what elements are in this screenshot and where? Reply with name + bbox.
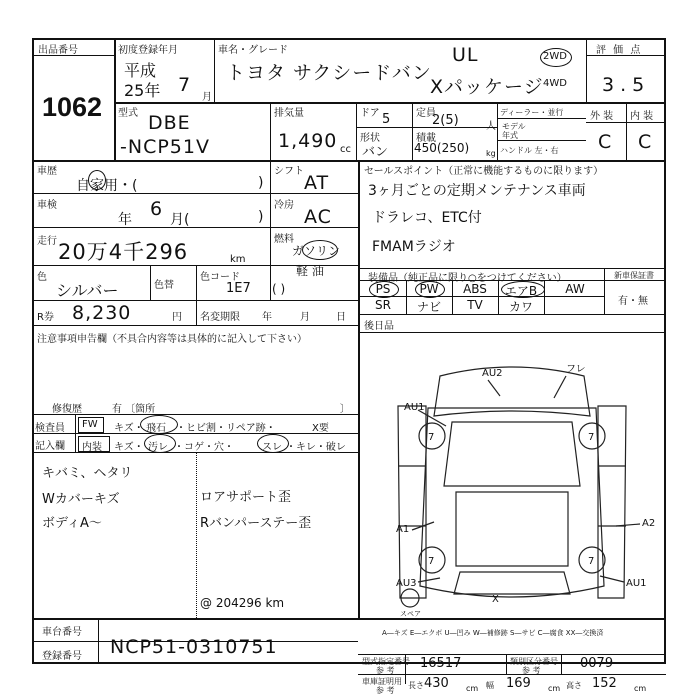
model-year-label-1: モデル: [502, 122, 526, 131]
type-no-label-2: 参 考: [376, 666, 395, 675]
equip-sr: SR: [375, 298, 391, 312]
height-label: 高さ: [566, 681, 582, 690]
first-reg-month: 7: [178, 74, 192, 96]
dealer-label: ディーラー・並行: [500, 108, 564, 117]
rule: [358, 674, 666, 675]
rule: [98, 618, 99, 664]
rule: [358, 332, 666, 333]
rule: [604, 268, 605, 314]
inspector-label-2: 記入欄: [35, 441, 65, 452]
load-label: 積載: [416, 133, 436, 144]
rule: [32, 618, 666, 620]
equip-ps-circle: [369, 281, 399, 298]
interior-label: 内 装: [630, 111, 654, 122]
repair-label: 修復歴: [52, 404, 82, 415]
notes-label: 注意事項申告欄（不具合内容等は具体的に記入して下さい）: [37, 334, 307, 345]
inspection-month: 6: [150, 198, 164, 220]
recycle: 8,230: [72, 302, 132, 324]
grade-line2: Xパッケージ: [430, 76, 544, 98]
model-prefix: DBE: [148, 112, 191, 134]
insp-note-3: ボディA～: [42, 516, 102, 531]
right-side-outline: [598, 406, 626, 598]
mark-wheel-rr: 7: [588, 556, 595, 567]
class-no: 0079: [580, 656, 614, 671]
fuel-gas: ガソリン: [292, 244, 341, 258]
rule: [32, 325, 358, 326]
insp-note-2: Wカバーキズ: [42, 492, 120, 507]
rule: [196, 265, 197, 300]
insp-fw: FW: [82, 419, 98, 430]
score-label: 評 価 点: [596, 45, 643, 56]
width-unit: cm: [548, 684, 561, 693]
fuel-label: 燃料: [274, 234, 294, 245]
equip-navi: ナビ: [416, 300, 441, 314]
first-reg-era: 平成: [124, 61, 157, 80]
length-label: 長さ: [408, 681, 424, 690]
doors: 5: [382, 112, 391, 127]
selling-point-1: 3ヶ月ごとの定期メンテナンス車両: [368, 183, 586, 199]
rule: [196, 300, 197, 325]
rule: [626, 102, 627, 160]
mark-frame: フレ: [566, 364, 586, 375]
drive-4wd: 4WD: [543, 78, 567, 89]
name-change-day: 日: [336, 312, 346, 323]
reg-label: 登録番号: [42, 651, 82, 662]
rule: [356, 102, 357, 160]
insp-row1-rest: ・ヒビ割・リペア跡・: [176, 423, 276, 434]
equip-abs: ABS: [463, 282, 487, 296]
score: 3.5: [602, 74, 651, 96]
mark-au1-rear: AU1: [626, 578, 647, 589]
insp-scratch-2: キズ・: [114, 442, 144, 453]
rule: [214, 38, 215, 102]
selling-point-3: FMAMラジオ: [372, 239, 456, 255]
mark-wheel-fl: 7: [428, 432, 435, 443]
selling-point-2: ドラレコ、ETC付: [372, 210, 482, 226]
rule: [270, 160, 271, 300]
insp-row2-rest: ・キレ・破レ: [286, 442, 346, 453]
mark-a2: A2: [642, 518, 656, 529]
color-label: 色: [37, 272, 47, 283]
insp-chip-circle: [140, 415, 178, 434]
capacity-label: 定員: [416, 108, 436, 119]
ac: AC: [304, 206, 332, 228]
rule: [497, 102, 498, 160]
body-label: 形状: [360, 133, 380, 144]
rule: [497, 118, 586, 119]
inspection-close: ): [258, 209, 264, 225]
damage-diagram: [360, 336, 664, 618]
name-change-month: 月: [300, 312, 310, 323]
color-code-label: 色コード: [200, 272, 240, 283]
insp-row2-mid: ・コゲ・穴・: [174, 442, 234, 453]
insp-stain: 汚レ: [148, 442, 168, 453]
mark-au3: AU3: [396, 578, 417, 589]
load: 450(250): [414, 141, 470, 155]
equip-pw: PW: [419, 282, 439, 296]
model-code: -NCP51V: [120, 136, 210, 158]
fuel-circle: [302, 240, 338, 260]
type-no: 16517: [420, 656, 462, 671]
mark-x: X: [492, 594, 499, 605]
cert-label-2: 参 考: [376, 686, 395, 695]
history-label: 車歴: [37, 166, 57, 177]
month-unit: 月: [202, 92, 212, 103]
history-circle: [88, 170, 106, 190]
equip-airbag-circle: [501, 281, 545, 298]
capacity-unit: 人: [486, 121, 496, 132]
rule: [356, 127, 497, 128]
equip-aw: AW: [565, 282, 585, 296]
lot-number: 1062: [42, 92, 103, 122]
width-label: 幅: [486, 681, 494, 690]
name-change-year: 年: [262, 312, 272, 323]
rule: [150, 265, 151, 300]
insp-note-right-1: ロアサポート歪: [200, 490, 292, 505]
fuel-diesel: 軽 油: [296, 264, 324, 278]
insp-scratch: キズ・: [114, 423, 144, 434]
fuel-paren: ( ): [272, 282, 286, 296]
repair-value: 有 〔箇所: [112, 404, 156, 415]
insp-rub-circle: [257, 434, 289, 453]
mileage: 20万4千296: [58, 240, 189, 264]
height: 152: [592, 676, 617, 691]
equip-leather: カワ: [508, 300, 533, 314]
rule: [114, 102, 666, 104]
mark-wheel-fr: 7: [588, 432, 595, 443]
class-no-label-2: 参 考: [522, 666, 541, 675]
mark-spare: スペア: [400, 610, 421, 618]
insp-mileage-note: @ 204296 km: [200, 596, 285, 610]
doors-label: ドア: [360, 108, 380, 119]
interior-grade: C: [638, 131, 653, 153]
windshield-outline: [444, 422, 580, 486]
mark-au2: AU2: [482, 368, 503, 379]
insp-note-right-2: Rバンパーステー歪: [200, 516, 312, 531]
load-unit: kg: [486, 149, 496, 158]
left-side-outline: [398, 406, 426, 598]
warranty-value: 有・無: [618, 296, 648, 307]
shift-label: シフト: [274, 166, 304, 177]
insp-fw-box: [78, 417, 104, 433]
chassis-number: NCP51-0310751: [110, 636, 278, 658]
displacement: 1,490: [278, 130, 338, 152]
displacement-unit: cc: [340, 144, 351, 155]
mark-au1-front: AU1: [404, 402, 425, 413]
insp-interior: 内装: [82, 442, 102, 453]
insp-chip: 飛石: [146, 423, 166, 434]
equipment-label: 装備品（純正品に限り○をつけてください）: [368, 273, 567, 284]
shift: AT: [304, 172, 330, 194]
recycle-unit: 円: [172, 312, 182, 323]
rule: [412, 102, 413, 160]
inspection-label: 車検: [37, 200, 57, 211]
rule: [586, 38, 587, 102]
mileage-label: 走行: [37, 236, 57, 247]
rule: [75, 414, 76, 452]
insp-note-1: キバミ、ヘタリ: [42, 466, 133, 481]
insp-interior-box: [78, 436, 110, 452]
equip-airbag: エアB: [504, 284, 538, 298]
exterior-grade: C: [598, 131, 613, 153]
name-change-label: 名変期限: [200, 312, 240, 323]
mark-wheel-rl: 7: [428, 556, 435, 567]
equip-ps: PS: [375, 282, 391, 296]
color: シルバー: [56, 281, 119, 300]
width: 169: [506, 676, 531, 691]
rule: [544, 280, 545, 314]
rule: [114, 38, 116, 162]
chassis-label: 車台番号: [42, 627, 82, 638]
body: バン: [362, 145, 389, 160]
equip-pw-circle: [415, 281, 445, 298]
color-code: 1E7: [226, 281, 251, 296]
ac-label: 冷房: [274, 200, 294, 211]
rule: [506, 654, 507, 674]
insp-stain-circle: [144, 434, 176, 453]
displacement-label: 排気量: [274, 108, 304, 119]
lot-label: 出品番号: [38, 45, 78, 56]
model-year-label-2: 年式: [502, 131, 518, 140]
length: 430: [424, 676, 449, 691]
class-no-label-1: 類別区分番号: [510, 657, 558, 666]
handle-label: ハンドル 左・右: [500, 146, 559, 155]
warranty-label: 新車保証書: [614, 271, 654, 280]
recycle-label: R券: [37, 312, 54, 323]
history-value: 自家用・(: [76, 178, 138, 194]
mark-a1: A1: [396, 524, 410, 535]
first-reg-label: 初度登録年月: [118, 45, 178, 56]
model-label: 型式: [118, 108, 138, 119]
equip-tv: TV: [467, 298, 483, 312]
type-no-label-1: 型式指定番号: [362, 657, 410, 666]
repair-close: 〕: [340, 404, 350, 415]
body-outline: [420, 408, 604, 597]
height-unit: cm: [634, 684, 647, 693]
rule: [270, 102, 271, 160]
length-unit: cm: [466, 684, 479, 693]
roof-outline: [456, 492, 568, 566]
rule: [196, 452, 197, 618]
inspection-month-unit: 月(: [170, 212, 190, 228]
car-name-label: 車名・グレード: [218, 45, 288, 56]
rule: [561, 654, 562, 674]
selling-points-label: セールスポイント（正常に機能するものに限ります）: [364, 166, 604, 177]
rear-outline: [454, 572, 570, 594]
mileage-unit: km: [230, 254, 246, 265]
car-name: トヨタ サクシードバン: [226, 62, 432, 84]
first-reg-year: 25年: [124, 81, 161, 100]
inspector-label-1: 検査員: [35, 423, 65, 434]
inspection-year: 年: [118, 212, 132, 228]
insp-rub: スレ: [262, 442, 282, 453]
rule: [360, 296, 604, 297]
capacity: 2(5): [432, 113, 459, 128]
grade-line1: UL: [452, 44, 479, 66]
cert-label-1: 車庫証明用: [362, 677, 402, 686]
later-items-label: 後日品: [364, 321, 394, 332]
damage-legend: A―キズ E―エクボ U―凹み W―補修跡 S―サビ C―腐食 XX―交換済: [382, 629, 604, 637]
insp-x: X要: [312, 423, 329, 434]
history-close: ): [258, 175, 264, 191]
drive-2wd: 2WD: [543, 51, 567, 62]
color-change-label: 色替: [154, 280, 174, 291]
exterior-label: 外 装: [590, 111, 614, 122]
